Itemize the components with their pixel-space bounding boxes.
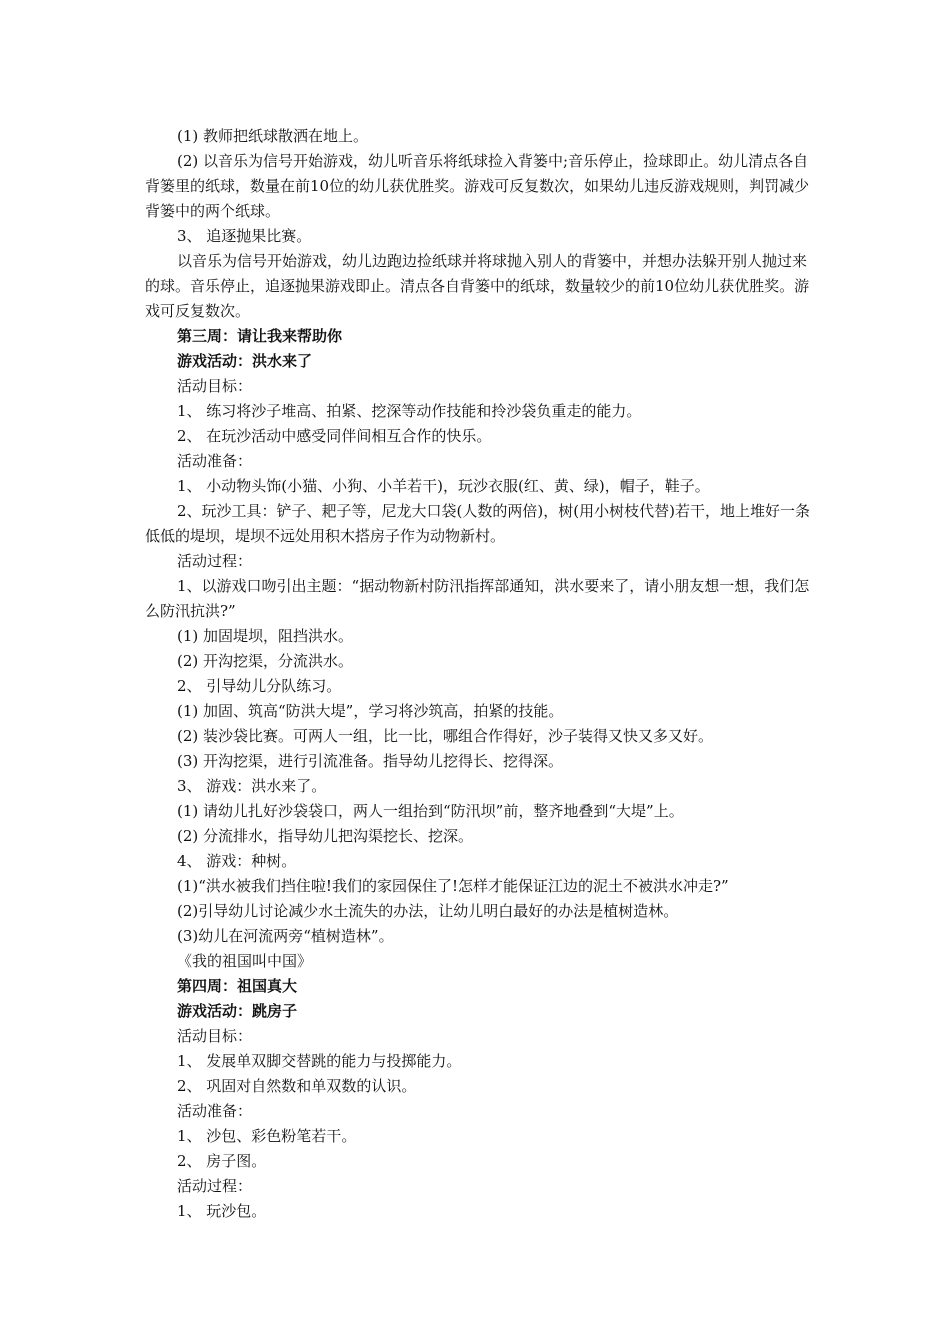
paragraph: 2、 引导幼儿分队练习。 [177,677,342,695]
paragraph: (2) 分流排水，指导幼儿把沟渠挖长、挖深。 [177,827,474,845]
paragraph: (2) 以音乐为信号开始游戏，幼儿听音乐将纸球捡入背篓中;音乐停止，捡球即止。幼儿清点各自背篓里的纸球，数量在前10位的幼儿获优胜奖。游戏可反复数次，如果幼儿违反游戏规则，判罚减少背篓中的两个纸球。 [145,152,810,220]
paragraph: (3)幼儿在河流两旁“植树造林”。 [177,927,394,945]
paragraph: 活动过程： [177,1177,253,1195]
paragraph: 2、 巩固对自然数和单双数的认识。 [177,1077,417,1095]
paragraph: 1、 沙包、彩色粉笔若干。 [177,1127,357,1145]
paragraph: 活动准备： [177,452,253,470]
paragraph: (2) 装沙袋比赛。可两人一组，比一比，哪组合作得好，沙子装得又快又多又好。 [177,727,714,745]
paragraph: 1、 小动物头饰(小猫、小狗、小羊若干)，玩沙衣服(红、黄、绿)，帽子，鞋子。 [177,477,710,495]
section-heading: 第三周：请让我来帮助你 [177,327,343,345]
paragraph: 活动目标： [177,377,253,395]
paragraph: (1) 加固堤坝，阻挡洪水。 [177,627,354,645]
section-heading: 第四周：祖国真大 [177,977,298,995]
paragraph: 2、玩沙工具：铲子、耙子等，尼龙大口袋(人数的两倍)，树(用小树枝代替)若干，地上堆好一条低低的堤坝，堤坝不远处用积木搭房子作为动物新村。 [145,502,810,545]
activity-heading: 游戏活动：跳房子 [177,1002,298,1020]
paragraph: (1)“洪水被我们挡住啦!我们的家园保住了!怎样才能保证江边的泥土不被洪水冲走?” [177,877,729,895]
activity-heading: 游戏活动：洪水来了 [177,352,313,370]
paragraph: 活动准备： [177,1102,253,1120]
paragraph: 活动过程： [177,552,253,570]
paragraph: (1) 加固、筑高“防洪大堤”，学习将沙筑高，拍紧的技能。 [177,702,564,720]
paragraph: (1) 教师把纸球散洒在地上。 [177,127,369,145]
document-page [145,124,813,1224]
paragraph: (2)引导幼儿讨论减少水土流失的办法，让幼儿明白最好的办法是植树造林。 [177,902,679,920]
paragraph: 4、 游戏：种树。 [177,852,297,870]
paragraph: 2、 房子图。 [177,1152,267,1170]
paragraph: 3、 追逐抛果比赛。 [177,227,312,245]
paragraph: 1、 练习将沙子堆高、拍紧、挖深等动作技能和拎沙袋负重走的能力。 [177,402,642,420]
paragraph: 1、 发展单双脚交替跳的能力与投掷能力。 [177,1052,462,1070]
paragraph: 2、 在玩沙活动中感受同伴间相互合作的快乐。 [177,427,492,445]
paragraph: 《我的祖国叫中国》 [177,952,313,970]
paragraph: 1、 玩沙包。 [177,1202,267,1220]
paragraph: 1、以游戏口吻引出主题：“据动物新村防汛指挥部通知，洪水要来了，请小朋友想一想，我们怎么防汛抗洪?” [145,577,810,620]
paragraph: (2) 开沟挖渠，分流洪水。 [177,652,354,670]
paragraph: (3) 开沟挖渠，进行引流准备。指导幼儿挖得长、挖得深。 [177,752,564,770]
paragraph: 以音乐为信号开始游戏，幼儿边跑边捡纸球并将球抛入别人的背篓中，并想办法躲开别人抛过来的球。音乐停止，追逐抛果游戏即止。清点各自背篓中的纸球，数量较少的前10位幼儿获优胜奖。游戏可反复数次。 [145,252,810,320]
paragraph: (1) 请幼儿扎好沙袋袋口，两人一组抬到“防汛坝”前，整齐地叠到“大堤”上。 [177,802,684,820]
paragraph: 活动目标： [177,1027,253,1045]
paragraph: 3、 游戏：洪水来了。 [177,777,327,795]
